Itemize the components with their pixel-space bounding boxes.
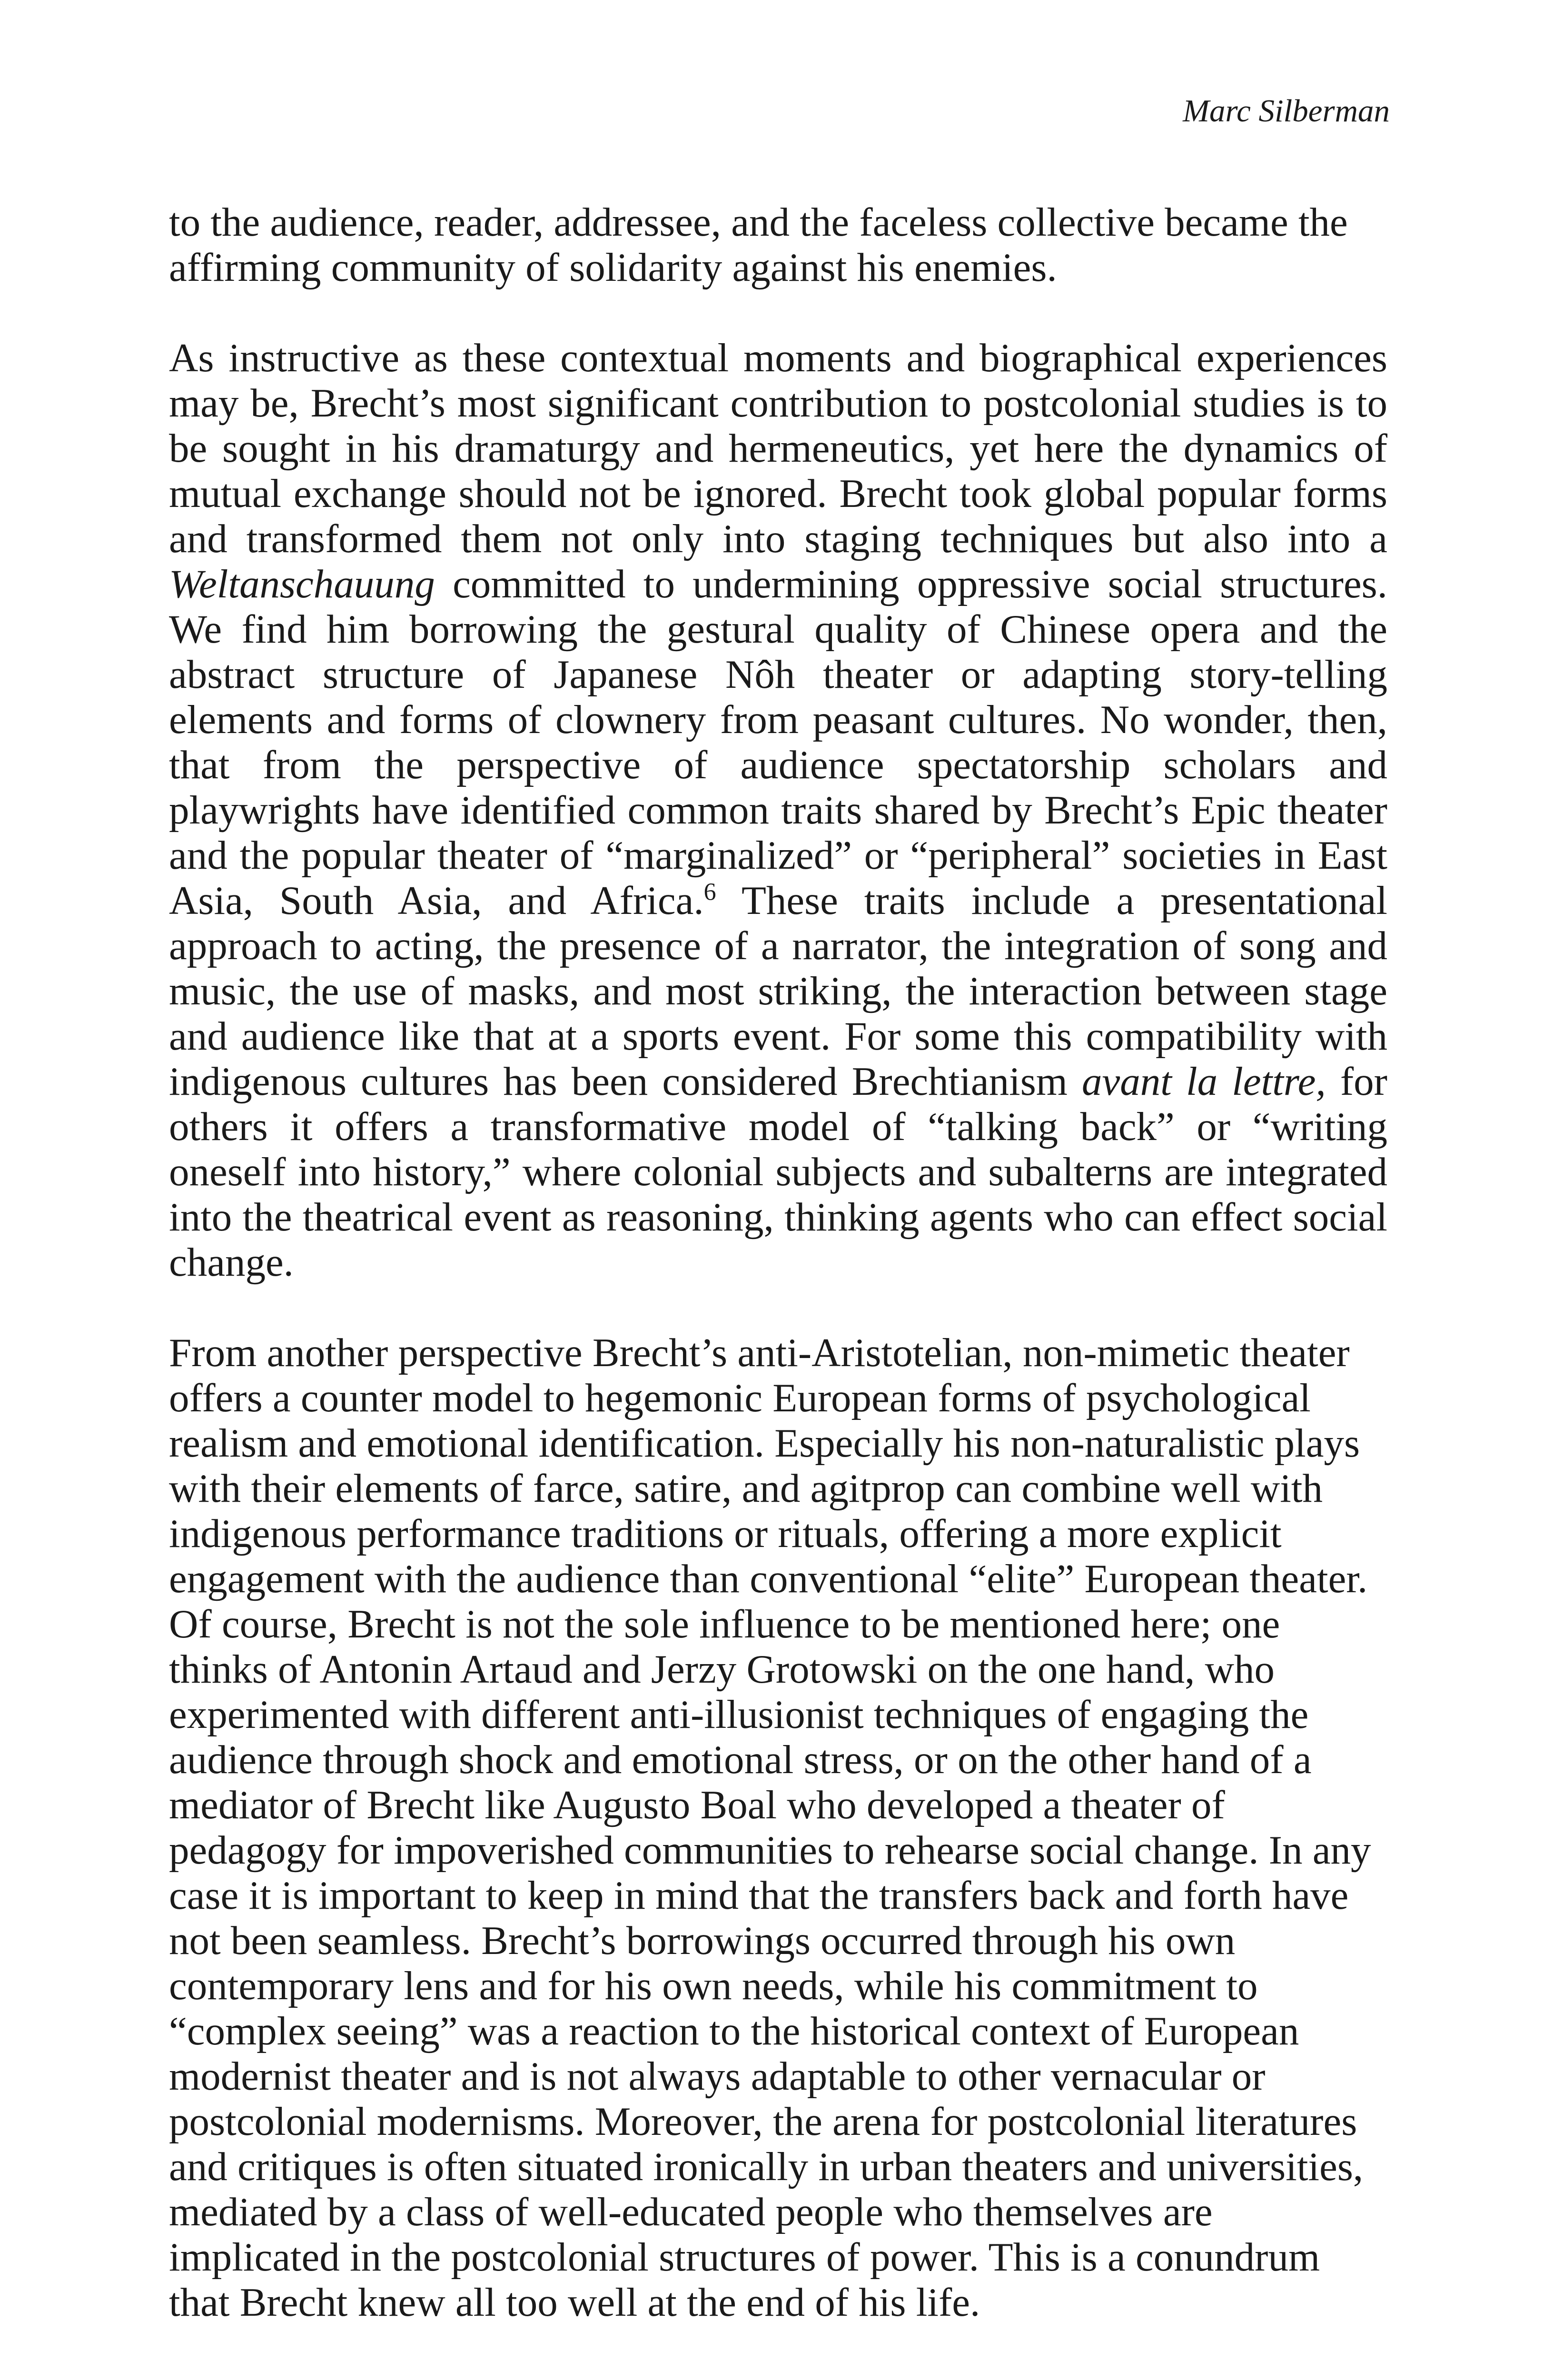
paragraph-1: to the audience, reader, addressee, and the faceless collective became the affirming community of solidarity against his enemies. (169, 200, 1348, 290)
paragraph-2 (169, 336, 1387, 1285)
footnote-marker: 6 (703, 878, 716, 906)
paragraph-2-part-d: These traits include a presentational approach to acting, the presence of a narrator, the integration of song and music, the use of masks, and most striking, the interaction between stage and audience like that at a sports event. For some this compatibility with indigenous cultures has been considered Brechtianism (169, 878, 1387, 1104)
paragraph-3: From another perspective Brecht’s anti-Aristotelian, non-mimetic theater offers a counter model to hegemonic European forms of psychological realism and emotional identification. Especially his non-naturalistic plays with their elements of farce, satire, and agitprop can combine well with indigenous performance traditions or rituals, offering a more explicit engagement with the audience than conventional “elite” European theater. Of course, Brecht is not the sole influence to be mentioned here; one thinks of Antonin Artaud and Jerzy Grotowski on the one hand, who experimented with different anti-illusionist techniques of engaging the audience through shock and emotional stress, or on the other hand of a mediator of Brecht like Augusto Boal who developed a theater of pedagogy for impoverished communities to rehearse social change. In any case it is important to keep in mind that the transfers back and forth have not been seamless. Brecht’s borrowings occurred through his own contemporary lens and for his own needs, while his commitment to “complex seeing” was a reaction to the historical context of European modernist theater and is not always adaptable to other vernacular or postcolonial modernisms. Moreover, the arena for postcolonial literatures and critiques is often situated ironically in urban theaters and universities, mediated by a class of well-educated people who themselves are implicated in the postcolonial structures of power. This is a conundrum that Brecht knew all too well at the end of his life. (169, 1330, 1371, 2325)
paragraph-2-part-c: committed to undermining oppressive social structures. We find him borrowing the gestural quality of Chinese opera and the abstract structure of Japanese Nôh theater or adapting story-telling elements and forms of clownery from peasant cultures. No wonder, then, that from the perspective of audience spectatorship scholars and playwrights have identified common traits shared by Brecht’s Epic theater and the popular theater of “marginalized” or “peripheral” societies in East Asia, South Asia, and Africa. (169, 562, 1387, 923)
paragraph-2-italic-avant-la-lettre: avant la lettre, (1082, 1059, 1326, 1104)
paragraph-2-part-a: As instructive as these contextual moments and biographical experiences may be, Brecht’s most significant contribution to postcolonial studies is to be sought in his dramaturgy and hermeneutics, yet here the dynamics of mutual exchange should not be ignored. Brecht took global popular forms and transformed them not only into staging techniques but also into a (169, 336, 1387, 561)
running-head-author: Marc Silberman (1183, 93, 1390, 129)
body-text (169, 200, 1387, 2370)
paragraph-2-italic-weltanschauung: Weltanschauung (169, 562, 435, 606)
paragraph-2-part-f: for others it offers a transformative model of “talking back” or “writing oneself into history,” where colonial subjects and subalterns are integrated into the theatrical event as reasoning, thinking agents who can effect social change. (169, 1059, 1387, 1285)
